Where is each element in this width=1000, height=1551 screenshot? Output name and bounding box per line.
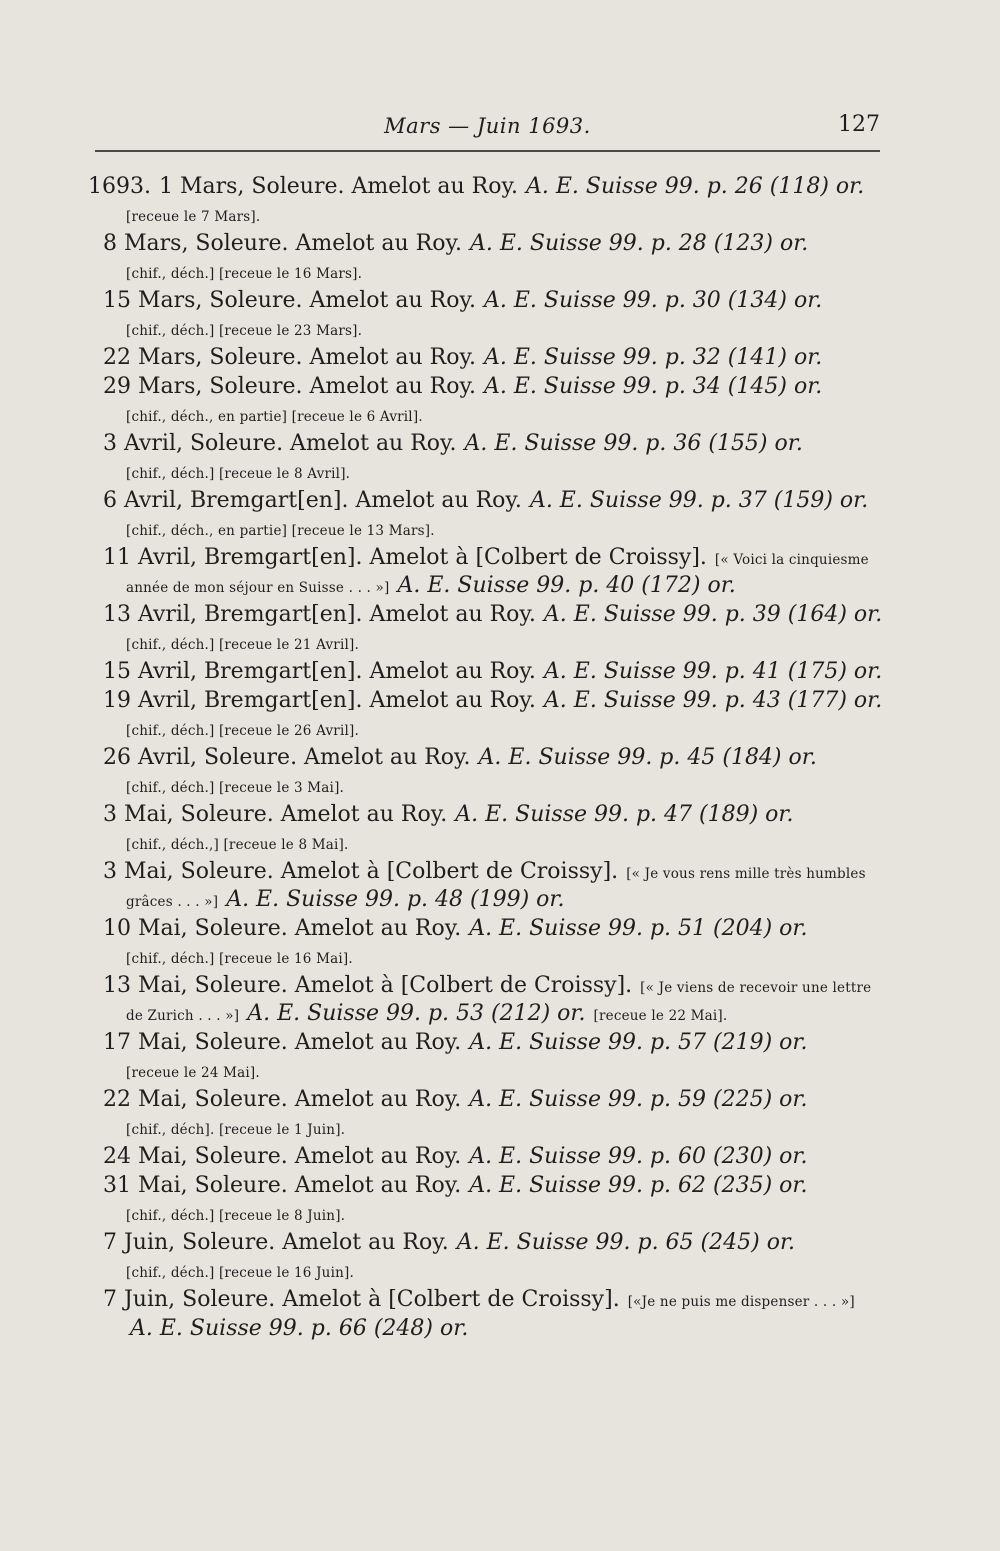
entry-reference: A. E. Suisse 99. p. 65 (245) or.	[456, 1230, 796, 1255]
entry-heading-line	[0, 1028, 1000, 1057]
entry-quote: [« Je vous rens mille très humbles	[626, 866, 866, 882]
entry-reference: A. E. Suisse 99. p. 43 (177) or.	[543, 688, 883, 713]
entry-note-line	[0, 201, 1000, 229]
calendar-entry	[0, 857, 1000, 914]
entry-heading-line	[0, 1171, 1000, 1200]
entry-heading-line	[0, 686, 1000, 715]
entry-note-line	[0, 629, 1000, 657]
entry-heading: 3 Avril, Soleure. Amelot au Roy.	[103, 431, 457, 456]
page-number: 127	[838, 112, 880, 137]
entry-note-line	[0, 258, 1000, 286]
entry-note: [chif., déch]. [receue le 1 Juin].	[126, 1122, 346, 1138]
entry-quote: [« Je viens de recevoir une lettre	[640, 980, 872, 996]
entry-reference: A. E. Suisse 99. p. 47 (189) or.	[455, 802, 794, 827]
calendar-entry	[0, 372, 1000, 429]
entry-heading-line	[0, 1228, 1000, 1257]
entry-reference-line	[0, 1314, 1000, 1343]
entry-reference: A. E. Suisse 99. p. 41 (175) or.	[543, 659, 883, 684]
header-rule	[95, 150, 880, 152]
entry-heading: 24 Mai, Soleure. Amelot au Roy.	[103, 1144, 462, 1169]
entry-reference: A. E. Suisse 99. p. 45 (184) or.	[478, 745, 817, 770]
entry-heading: 11 Avril, Bremgart[en]. Amelot à [Colbert de Croissy].	[103, 545, 707, 570]
entry-heading-line	[0, 600, 1000, 629]
entry-quote: [« Voici la cinquiesme	[714, 552, 869, 568]
entry-heading: 6 Avril, Bremgart[en]. Amelot au Roy.	[103, 488, 522, 513]
entry-heading: 1 Mars, Soleure. Amelot au Roy.	[158, 174, 518, 199]
entry-note: [chif., déch.] [receue le 21 Avril].	[126, 637, 359, 653]
entry-note: de Zurich . . . »]	[126, 1008, 240, 1024]
entry-note-line	[0, 772, 1000, 800]
entry-note-line	[0, 886, 1000, 914]
entry-heading: 29 Mars, Soleure. Amelot au Roy.	[103, 374, 476, 399]
entry-reference: A. E. Suisse 99. p. 28 (123) or.	[469, 231, 809, 256]
entry-heading: 10 Mai, Soleure. Amelot au Roy.	[103, 916, 462, 941]
entry-heading-line	[0, 286, 1000, 315]
entry-note: [receue le 7 Mars].	[126, 209, 261, 225]
calendar-entry	[0, 971, 1000, 1028]
entry-heading: 3 Mai, Soleure. Amelot au Roy.	[103, 802, 448, 827]
entry-heading-line	[0, 800, 1000, 829]
entry-heading: 7 Juin, Soleure. Amelot au Roy.	[103, 1230, 449, 1255]
entry-reference: A. E. Suisse 99. p. 66 (248) or.	[130, 1316, 469, 1341]
entry-note: [chif., déch.] [receue le 16 Mars].	[126, 266, 363, 282]
calendar-entry	[0, 686, 1000, 743]
entry-reference: A. E. Suisse 99. p. 60 (230) or.	[469, 1144, 808, 1169]
entry-heading: 15 Avril, Bremgart[en]. Amelot au Roy.	[103, 659, 536, 684]
calendar-entry	[0, 1028, 1000, 1085]
entry-reference: A. E. Suisse 99. p. 32 (141) or.	[483, 345, 823, 370]
calendar-entry	[0, 1142, 1000, 1171]
calendar-entry	[0, 1228, 1000, 1285]
entry-note-line	[0, 458, 1000, 486]
entry-note: grâces . . . »]	[126, 894, 219, 910]
entry-note: [chif., déch.] [receue le 26 Avril].	[126, 723, 359, 739]
entry-heading: 17 Mai, Soleure. Amelot au Roy.	[103, 1030, 462, 1055]
entry-note-line	[0, 715, 1000, 743]
entry-note: [chif., déch.] [receue le 23 Mars].	[126, 323, 363, 339]
entry-note: [chif., déch.] [receue le 8 Juin].	[126, 1208, 346, 1224]
entry-reference: A. E. Suisse 99. p. 40 (172) or.	[397, 573, 736, 598]
entry-reference: A. E. Suisse 99. p. 37 (159) or.	[529, 488, 869, 513]
entry-heading-line	[0, 1142, 1000, 1171]
entry-heading-line	[0, 429, 1000, 458]
calendar-entry	[0, 286, 1000, 343]
entry-heading-line	[0, 372, 1000, 401]
calendar-entry	[0, 229, 1000, 286]
entry-note-line	[0, 572, 1000, 600]
entry-heading-line	[0, 914, 1000, 943]
entry-note-line	[0, 401, 1000, 429]
entry-note-line	[0, 515, 1000, 543]
entry-note-line	[0, 1114, 1000, 1142]
calendar-entry	[0, 543, 1000, 600]
calendar-entry	[0, 429, 1000, 486]
entry-heading: 31 Mai, Soleure. Amelot au Roy.	[103, 1173, 462, 1198]
entry-reference: A. E. Suisse 99. p. 36 (155) or.	[464, 431, 803, 456]
entry-heading-line	[0, 486, 1000, 515]
entry-reference: A. E. Suisse 99. p. 26 (118) or.	[525, 174, 865, 199]
entry-note-line	[0, 1057, 1000, 1085]
entry-heading-line	[0, 657, 1000, 686]
entry-note: [chif., déch.,] [receue le 8 Mai].	[126, 837, 349, 853]
calendar-entry	[0, 800, 1000, 857]
entry-note: [receue le 24 Mai].	[126, 1065, 260, 1081]
calendar-entry	[0, 657, 1000, 686]
entry-note-line	[0, 943, 1000, 971]
entry-heading: 8 Mars, Soleure. Amelot au Roy.	[103, 231, 462, 256]
entry-note: année de mon séjour en Suisse . . . »]	[126, 580, 390, 596]
calendar-entry	[0, 1285, 1000, 1343]
calendar-entry	[0, 343, 1000, 372]
entry-note: [chif., déch., en partie] [receue le 6 Avril].	[126, 409, 423, 425]
calendar-entry	[0, 743, 1000, 800]
entry-reference: A. E. Suisse 99. p. 57 (219) or.	[469, 1030, 808, 1055]
entry-year: 1693.	[88, 174, 151, 199]
entry-note-line	[0, 829, 1000, 857]
entry-reference: A. E. Suisse 99. p. 51 (204) or.	[469, 916, 808, 941]
entry-heading-line	[0, 229, 1000, 258]
entry-heading-line	[0, 743, 1000, 772]
running-title: Mars — Juin 1693.	[384, 114, 591, 138]
entry-heading: 3 Mai, Soleure. Amelot à [Colbert de Croissy].	[103, 859, 619, 884]
entry-reference: A. E. Suisse 99. p. 39 (164) or.	[543, 602, 883, 627]
entry-note: [chif., déch.] [receue le 16 Juin].	[126, 1265, 354, 1281]
entry-heading: 7 Juin, Soleure. Amelot à [Colbert de Croissy].	[103, 1287, 620, 1312]
entry-reference: A. E. Suisse 99. p. 34 (145) or.	[483, 374, 823, 399]
calendar-entry	[0, 914, 1000, 971]
entry-note: [chif., déch.] [receue le 16 Mai].	[126, 951, 353, 967]
entry-note: [chif., déch.] [receue le 8 Avril].	[126, 466, 351, 482]
entry-heading: 13 Mai, Soleure. Amelot à [Colbert de Croissy].	[103, 973, 633, 998]
entry-heading: 13 Avril, Bremgart[en]. Amelot au Roy.	[103, 602, 536, 627]
entry-heading-line	[0, 1085, 1000, 1114]
entry-list	[0, 172, 1000, 1343]
entry-reference: A. E. Suisse 99. p. 30 (134) or.	[483, 288, 823, 313]
running-header	[95, 110, 880, 150]
calendar-entry	[0, 600, 1000, 657]
entry-heading-line	[0, 857, 1000, 886]
entry-note: [chif., déch., en partie] [receue le 13 Mars].	[126, 523, 435, 539]
entry-reference: A. E. Suisse 99. p. 48 (199) or.	[226, 887, 565, 912]
entry-note: [chif., déch.] [receue le 3 Mai].	[126, 780, 345, 796]
entry-note-line	[0, 1257, 1000, 1285]
entry-note: [receue le 22 Mai].	[593, 1008, 728, 1024]
entry-heading-line	[0, 172, 1000, 201]
entry-note-line	[0, 1200, 1000, 1228]
entry-reference: A. E. Suisse 99. p. 62 (235) or.	[469, 1173, 808, 1198]
calendar-entry	[0, 486, 1000, 543]
entry-heading: 22 Mai, Soleure. Amelot au Roy.	[103, 1087, 462, 1112]
entry-heading-line	[0, 343, 1000, 372]
entry-heading: 15 Mars, Soleure. Amelot au Roy.	[103, 288, 476, 313]
entry-heading: 22 Mars, Soleure. Amelot au Roy.	[103, 345, 476, 370]
calendar-entry	[0, 1171, 1000, 1228]
entry-reference: A. E. Suisse 99. p. 53 (212) or.	[247, 1001, 586, 1026]
calendar-entry	[0, 1085, 1000, 1142]
entry-reference: A. E. Suisse 99. p. 59 (225) or.	[469, 1087, 808, 1112]
calendar-entry	[0, 172, 1000, 229]
entry-note-line	[0, 1000, 1000, 1028]
entry-heading-line	[0, 543, 1000, 572]
entry-heading: 19 Avril, Bremgart[en]. Amelot au Roy.	[103, 688, 536, 713]
entry-heading-line	[0, 971, 1000, 1000]
entry-note-line	[0, 315, 1000, 343]
entry-heading: 26 Avril, Soleure. Amelot au Roy.	[103, 745, 471, 770]
entry-quote: [«Je ne puis me dispenser . . . »]	[627, 1294, 855, 1310]
entry-heading-line	[0, 1285, 1000, 1314]
